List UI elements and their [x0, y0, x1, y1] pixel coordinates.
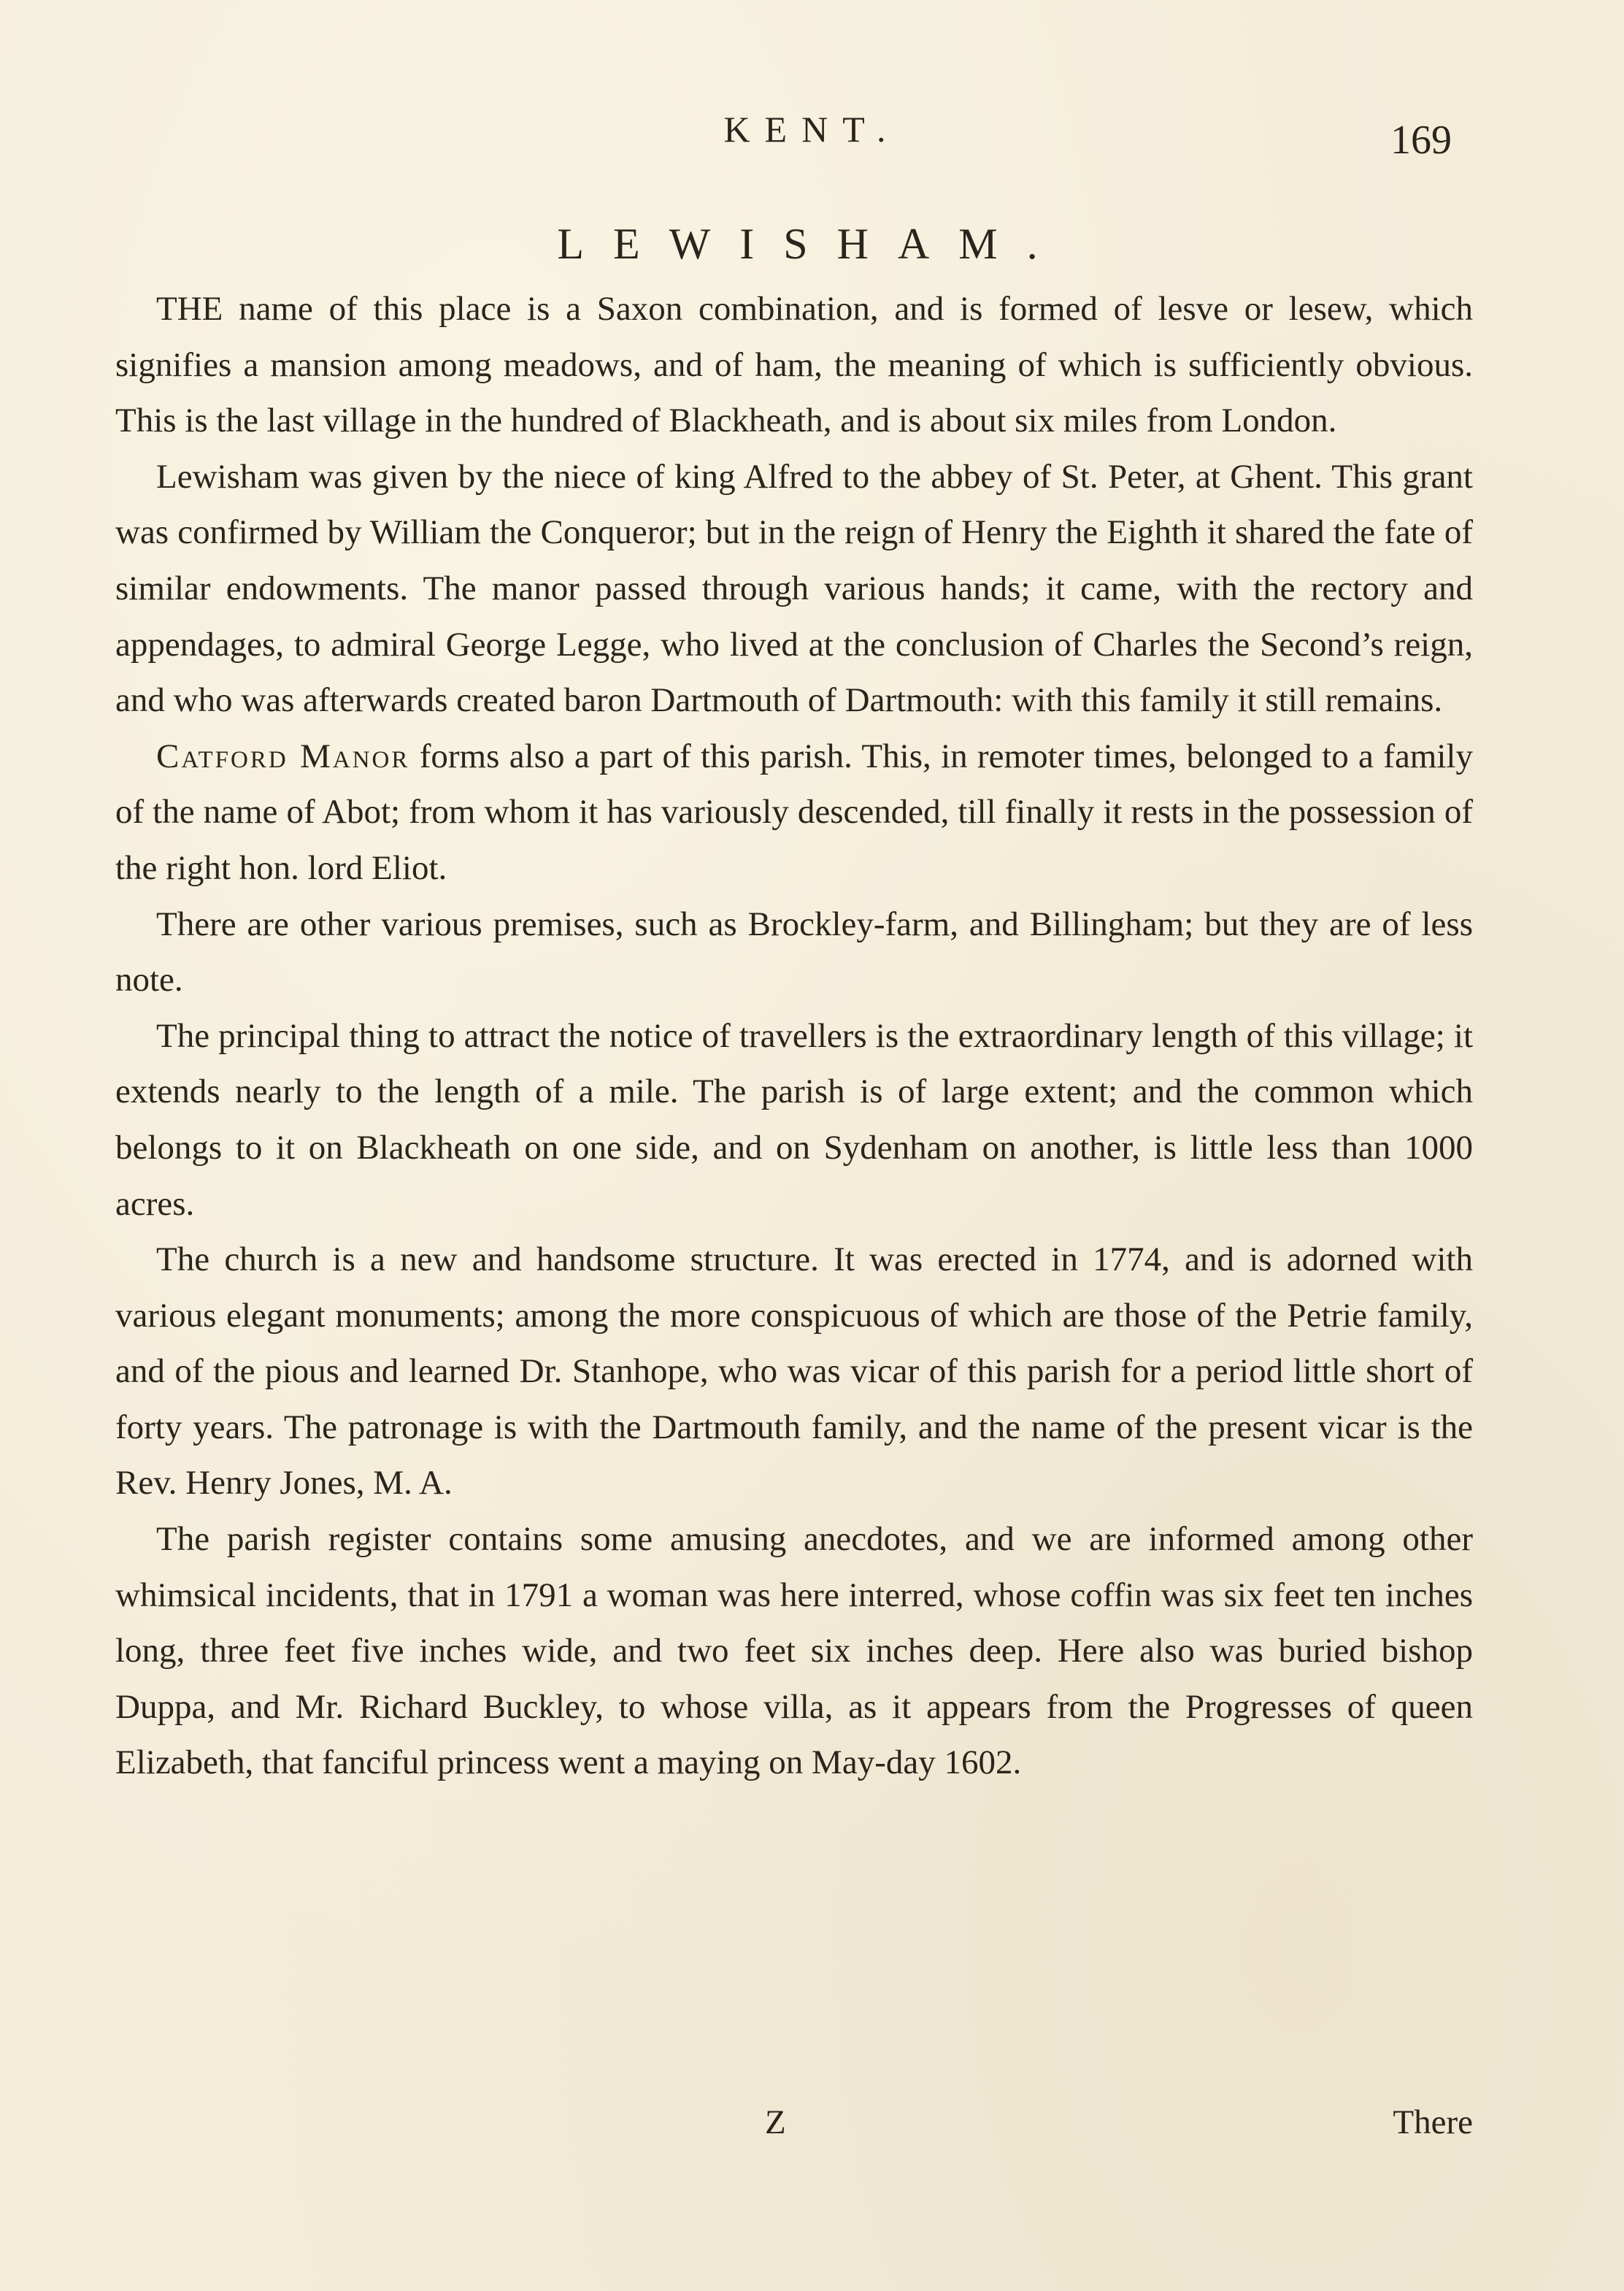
paragraph	[115, 1008, 1473, 1232]
paragraph	[115, 1232, 1473, 1511]
paragraph	[115, 449, 1473, 729]
paragraph-text: THE name of this place is a Saxon combination, and is formed of lesve or lesew, which signifies a mansion among meadows, and of ham, the meaning of which is sufficiently obvious. This is the last village in the hundred of Blackheath, and is about six miles from London.	[115, 290, 1473, 440]
catchline	[115, 2103, 1473, 2154]
page-number: 169	[1390, 118, 1452, 163]
paragraph	[115, 897, 1473, 1008]
body-text	[115, 281, 1473, 1791]
running-head: KENT.	[723, 109, 901, 150]
paragraph-text: forms also a part of this parish. This, in remoter times, belonged to a family of the name of Abot; from whom it has variously descended, till finally it rests in the possession of the right hon. lord Eliot.	[115, 737, 1473, 887]
signature-mark: Z	[765, 2103, 786, 2141]
paragraph	[115, 281, 1473, 449]
paragraph-text: The parish register contains some amusing anecdotes, and we are informed among other whimsical incidents, that in 1791 a woman was here interred, whose coffin was six feet ten inches long, three feet five inches wide, and two feet six inches deep. Here also was buried bishop Duppa, and Mr. Richard Buckley, to whose villa, as it appears from the Progresses of queen Elizabeth, that fanciful princess went a maying on May-day 1602.	[115, 1520, 1473, 1782]
paragraph-lead-smallcaps: Catford Manor	[156, 737, 410, 775]
paragraph-text: Lewisham was given by the niece of king Alfred to the abbey of St. Peter, at Ghent. This grant was confirmed by William the Conqueror; but in the reign of Henry the Eighth it shared the fate of similar endowments. The manor passed through various hands; it came, with the rectory and appendages, to admiral George Legge, who lived at the conclusion of Charles the Second’s reign, and who was afterwards created baron Dartmouth of Dartmouth: with this family it still remains.	[115, 457, 1473, 720]
paragraph	[115, 1511, 1473, 1791]
catchword: There	[1393, 2103, 1473, 2141]
paragraph-text: The church is a new and handsome structure. It was erected in 1774, and is adorned with various elegant monuments; among the more conspicuous of which are those of the Petrie family, and of the pious and learned Dr. Stanhope, who was vicar of this parish for a period little short of forty years. The patronage is with the Dartmouth family, and the name of the present vicar is the Rev. Henry Jones, M. A.	[115, 1240, 1473, 1503]
section-title: LEWISHAM.	[557, 220, 1067, 268]
paragraph-text: The principal thing to attract the notice of travellers is the extraordinary length of this village; it extends nearly to the length of a mile. The parish is of large extent; and the common which belongs to it on Blackheath on one side, and on Sydenham on another, is little less than 1000 acres.	[115, 1016, 1473, 1223]
paragraph-text: There are other various premises, such as Brockley-farm, and Billingham; but they are of less note.	[115, 905, 1473, 999]
paragraph	[115, 729, 1473, 897]
